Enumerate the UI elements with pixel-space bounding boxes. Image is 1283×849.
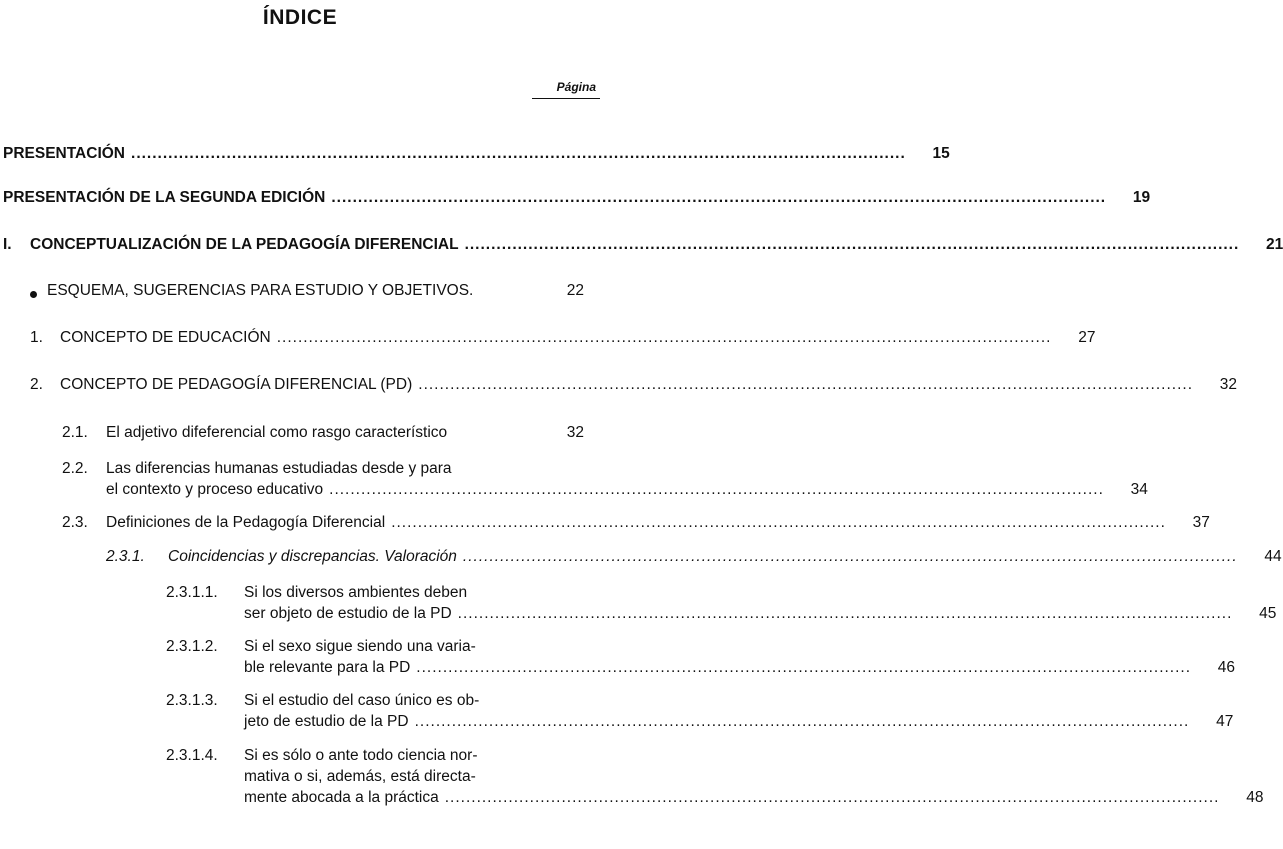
toc-entry-title: CONCEPTO DE PEDAGOGÍA DIFERENCIAL (PD) [60, 376, 413, 393]
toc-entry-number: I. [3, 236, 12, 253]
toc-entry-section-2-3-1-3[interactable] [166, 690, 1234, 732]
toc-entry-title-line: ble relevante para la PD [244, 659, 411, 676]
toc-entry-segunda-edicion[interactable] [3, 187, 1151, 208]
toc-entry-section-2-3-1-1[interactable] [166, 582, 1277, 624]
toc-page-number: 15 [932, 145, 950, 162]
toc-entry-number: 2. [30, 376, 43, 393]
toc-entry-number: 2.3.1.1. [166, 584, 218, 601]
toc-entry-number: 2.3.1.4. [166, 747, 218, 764]
dot-leader: .................................................................................................................................................. [276, 329, 1052, 346]
dot-leader: .................................................................................................................................................. [416, 659, 1192, 676]
toc-page-number: 32 [566, 424, 584, 441]
bullet-icon [30, 291, 37, 298]
toc-entry-esquema[interactable] [30, 280, 584, 301]
toc-page-number: 46 [1217, 659, 1236, 676]
toc-entry-title: El adjetivo difeferencial como rasgo característico [106, 424, 448, 441]
toc-entry-title-line: Si los diversos ambientes deben [244, 584, 468, 601]
toc-page-number: 19 [1132, 189, 1151, 206]
page-column-header: Página [556, 80, 596, 94]
dot-leader: .................................................................................................................................................. [391, 514, 1166, 531]
dot-leader: .................................................................................................................................................. [331, 189, 1107, 206]
toc-entry-number: 2.3.1.3. [166, 692, 218, 709]
page-column-rule [532, 98, 600, 99]
toc-page-number: 45 [1259, 605, 1277, 622]
toc-entry-section-1[interactable] [30, 327, 1096, 348]
toc-page-number: 21 [1266, 236, 1283, 253]
dot-leader: .................................................................................................................................................. [462, 548, 1238, 565]
dot-leader: .................................................................................................................................................. [457, 605, 1233, 622]
toc-entry-title: CONCEPTO DE EDUCACIÓN [60, 329, 271, 346]
toc-entry-section-2-3-1-2[interactable] [166, 636, 1236, 678]
toc-page-number: 47 [1216, 713, 1234, 730]
toc-entry-number: 2.3.1.2. [166, 638, 218, 655]
toc-page-number: 32 [1219, 376, 1237, 393]
dot-leader: .................................................................................................................................................. [329, 481, 1104, 498]
toc-entry-number: 2.3.1. [106, 548, 145, 565]
toc-entry-title-line: Las diferencias humanas estudiadas desde y para [106, 460, 452, 477]
toc-entry-title: CONCEPTUALIZACIÓN DE LA PEDAGOGÍA DIFERENCIAL [30, 236, 459, 253]
toc-page-number: 22 [566, 282, 584, 299]
toc-entry-section-2-3-1[interactable] [106, 546, 1282, 567]
dot-leader: .................................................................................................................................................. [444, 789, 1220, 806]
toc-entry-chapter-1[interactable] [3, 234, 1283, 255]
toc-entry-presentacion[interactable] [3, 143, 950, 164]
toc-entry-title-line: el contexto y proceso educativo [106, 481, 324, 498]
dot-leader: .................................................................................................................................................. [464, 236, 1240, 253]
toc-entry-title: PRESENTACIÓN DE LA SEGUNDA EDICIÓN [3, 189, 326, 206]
toc-entry-section-2-2[interactable] [62, 458, 1148, 500]
toc-page-number: 27 [1078, 329, 1096, 346]
toc-page-number: 37 [1192, 514, 1210, 531]
toc-entry-section-2-3[interactable] [62, 512, 1210, 533]
toc-entry-title: PRESENTACIÓN [3, 145, 126, 162]
toc-entry-number: 1. [30, 329, 43, 346]
dot-leader: .................................................................................................................................................. [131, 145, 906, 162]
toc-entry-number: 2.2. [62, 460, 88, 477]
toc-entry-title-line: Si es sólo o ante todo ciencia nor- [244, 747, 478, 764]
toc-entry-section-2[interactable] [30, 374, 1237, 395]
toc-entry-title-line: mativa o si, además, está directa- [244, 768, 476, 785]
toc-entry-title-line: jeto de estudio de la PD [244, 713, 409, 730]
toc-entry-title-line: Si el estudio del caso único es ob- [244, 692, 480, 709]
dot-leader: .................................................................................................................................................. [414, 713, 1190, 730]
toc-entry-title: Coincidencias y discrepancias. Valoración [168, 548, 457, 565]
toc-entry-number: 2.3. [62, 514, 88, 531]
toc-entry-title: Definiciones de la Pedagogía Diferencial [106, 514, 386, 531]
toc-entry-title-line: mente abocada a la práctica [244, 789, 439, 806]
toc-entry-title: ESQUEMA, SUGERENCIAS PARA ESTUDIO Y OBJETIVOS. [47, 282, 474, 299]
toc-entry-title-line: ser objeto de estudio de la PD [244, 605, 452, 622]
toc-page-number: 48 [1246, 789, 1264, 806]
page-title: ÍNDICE [262, 6, 338, 29]
toc-entry-section-2-3-1-4[interactable] [166, 745, 1264, 808]
toc-page-number: 34 [1130, 481, 1148, 498]
toc-entry-section-2-1[interactable] [62, 422, 584, 443]
toc-page-number: 44 [1264, 548, 1282, 565]
toc-entry-title-line: Si el sexo sigue siendo una varia- [244, 638, 476, 655]
dot-leader: .................................................................................................................................................. [418, 376, 1193, 393]
toc-entry-number: 2.1. [62, 424, 88, 441]
